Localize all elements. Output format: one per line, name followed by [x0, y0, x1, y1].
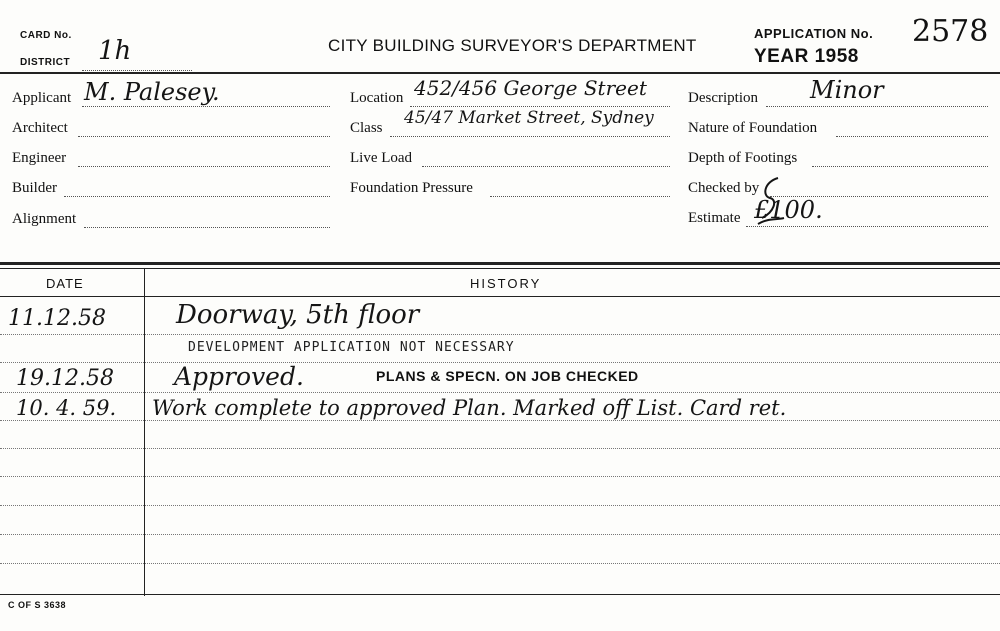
application-label: APPLICATION No. — [754, 26, 874, 41]
engineer-label: Engineer — [12, 150, 67, 166]
row-line — [0, 476, 1000, 477]
class-line — [390, 136, 670, 137]
estimate-label: Estimate — [688, 210, 741, 226]
card-no-label: CARD No. — [20, 30, 72, 41]
nature-line — [836, 136, 988, 137]
foundation-pressure-line — [490, 196, 670, 197]
date-column-divider — [144, 269, 145, 596]
description-label: Description — [688, 90, 758, 106]
depth-of-footings-label: Depth of Footings — [688, 150, 798, 166]
architect-label: Architect — [12, 120, 68, 136]
location-line — [410, 106, 670, 107]
architect-line — [78, 136, 330, 137]
entry-date: 11.12.58 — [8, 306, 106, 331]
engineer-line — [78, 166, 330, 167]
row-line — [0, 392, 1000, 393]
live-load-line — [422, 166, 670, 167]
applicant-value: M. Palesey. — [84, 78, 220, 106]
row-line — [0, 362, 1000, 363]
row-line — [0, 563, 1000, 564]
class-label: Class — [350, 120, 383, 136]
applicant-line — [82, 106, 330, 107]
year-label: YEAR 1958 — [754, 46, 859, 67]
row-line — [0, 505, 1000, 506]
foundation-pressure-label: Foundation Pressure — [350, 180, 473, 196]
entry-history-text: Approved. — [174, 362, 304, 391]
class-value: 45/47 Market Street, Sydney — [404, 108, 654, 128]
row-line — [0, 448, 1000, 449]
applicant-label: Applicant — [12, 90, 72, 106]
row-line — [0, 534, 1000, 535]
row-line — [0, 334, 1000, 335]
entry-history-text: Doorway, 5th floor — [176, 300, 420, 330]
application-number: 2578 — [912, 14, 989, 49]
entry-stamp: PLANS & SPECN. ON JOB CHECKED — [376, 368, 639, 384]
district-value: 1h — [98, 36, 132, 66]
nature-of-foundation-label: Nature of Foundation — [688, 120, 818, 136]
department-title: CITY BUILDING SURVEYOR'S DEPARTMENT — [328, 36, 697, 55]
builder-line — [64, 196, 330, 197]
header-rule — [0, 72, 1000, 74]
date-column-header: DATE — [46, 276, 84, 291]
depth-line — [812, 166, 988, 167]
location-value: 452/456 George Street — [414, 76, 647, 100]
form-code: C OF S 3638 — [8, 600, 67, 610]
history-column-header: HISTORY — [470, 276, 542, 291]
district-line — [82, 70, 192, 71]
builder-label: Builder — [12, 180, 57, 196]
entry-history-text: Work complete to approved Plan. Marked off List. Card ret. — [152, 396, 787, 420]
description-line — [766, 106, 988, 107]
live-load-label: Live Load — [350, 150, 413, 166]
entry-date: 19.12.58 — [16, 366, 114, 391]
estimate-value: £100. — [754, 196, 823, 224]
entry-date: 10. 4. 59. — [16, 396, 117, 420]
alignment-label: Alignment — [12, 211, 77, 227]
alignment-line — [84, 227, 330, 228]
location-label: Location — [350, 90, 404, 106]
district-label: DISTRICT — [20, 57, 71, 68]
checked-by-label: Checked by — [688, 180, 760, 196]
row-line — [0, 420, 1000, 421]
description-value: Minor — [810, 76, 884, 104]
entry-stamp: DEVELOPMENT APPLICATION NOT NECESSARY — [188, 340, 515, 355]
table-bottom-rule — [0, 594, 1000, 595]
table-top-rule-thin — [0, 268, 1000, 269]
table-top-rule — [0, 262, 1000, 265]
estimate-line — [746, 226, 988, 227]
table-header-rule — [0, 296, 1000, 297]
